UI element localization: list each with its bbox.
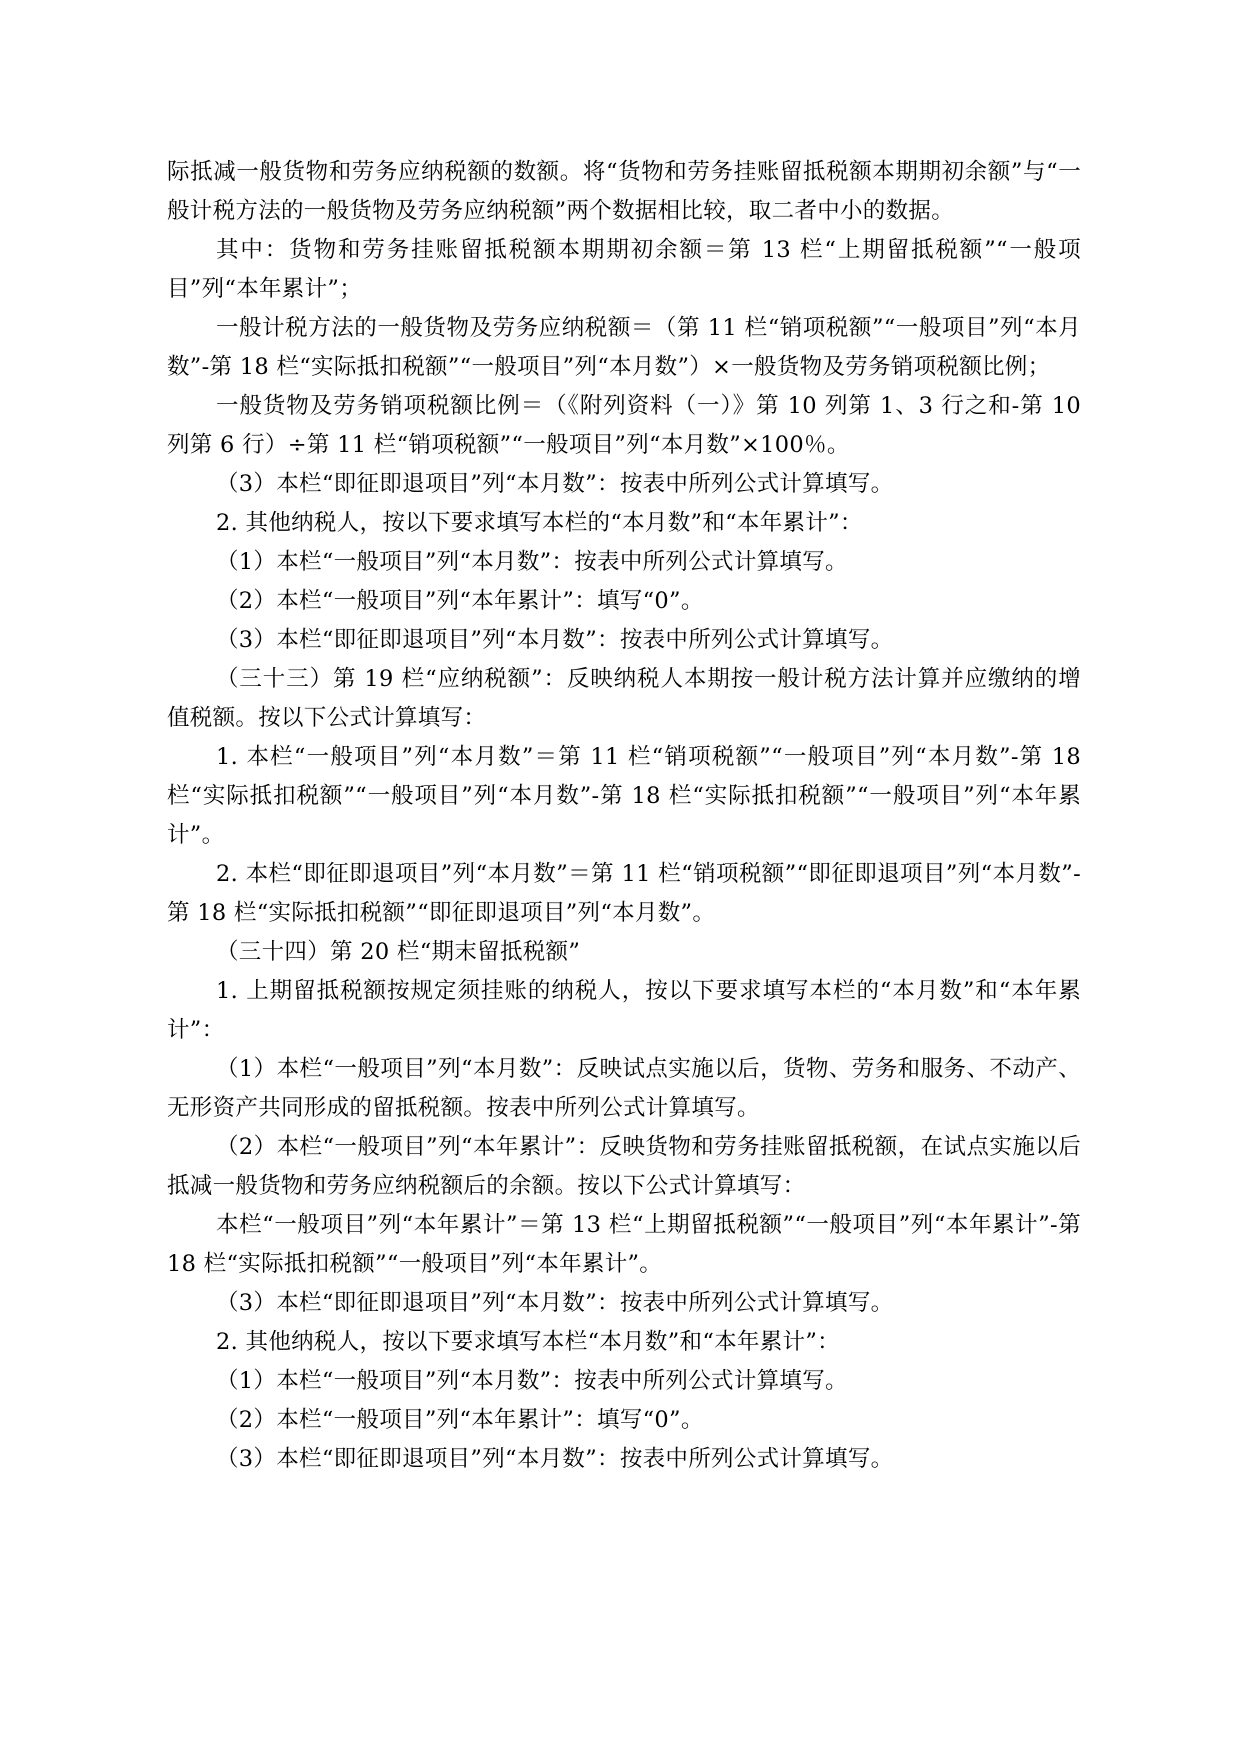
paragraph: （3）本栏“即征即退项目”列“本月数”：按表中所列公式计算填写。 [216, 1290, 894, 1316]
paragraph: 2. 本栏“即征即退项目”列“本月数”＝第 11 栏“销项税额”“即征即退项目”列“本月数”-第 18 栏“实际抵扣税额”“即征即退项目”列“本月数”。 [167, 861, 1081, 926]
paragraph: （三十三）第 19 栏“应纳税额”：反映纳税人本期按一般计税方法计算并应缴纳的增值税额。按以下公式计算填写： [167, 666, 1081, 731]
paragraph: （3）本栏“即征即退项目”列“本月数”：按表中所列公式计算填写。 [216, 627, 894, 653]
paragraph: 1. 本栏“一般项目”列“本月数”＝第 11 栏“销项税额”“一般项目”列“本月数”-第 18 栏“实际抵扣税额”“一般项目”列“本月数”-第 18 栏“实际抵扣税额”“一般项目”列“本年累计”。 [167, 744, 1081, 848]
paragraph: （2）本栏“一般项目”列“本年累计”：填写“0”。 [216, 1407, 704, 1433]
paragraph: 际抵减一般货物和劳务应纳税额的数额。将“货物和劳务挂账留抵税额本期期初余额”与“一般计税方法的一般货物及劳务应纳税额”两个数据相比较，取二者中小的数据。 [167, 159, 1081, 224]
paragraph: （2）本栏“一般项目”列“本年累计”：填写“0”。 [216, 588, 704, 614]
paragraph: 2. 其他纳税人，按以下要求填写本栏“本月数”和“本年累计”： [216, 1329, 840, 1355]
paragraph: 1. 上期留抵税额按规定须挂账的纳税人，按以下要求填写本栏的“本月数”和“本年累计”： [167, 978, 1081, 1043]
paragraph: （1）本栏“一般项目”列“本月数”：按表中所列公式计算填写。 [216, 549, 848, 575]
paragraph: （三十四）第 20 栏“期末留抵税额” [216, 939, 581, 965]
paragraph: （2）本栏“一般项目”列“本年累计”：反映货物和劳务挂账留抵税额，在试点实施以后抵减一般货物和劳务应纳税额后的余额。按以下公式计算填写： [167, 1134, 1081, 1199]
paragraph: 一般货物及劳务销项税额比例＝（《附列资料（一）》第 10 列第 1、3 行之和-第 10 列第 6 行）÷第 11 栏“销项税额”“一般项目”列“本月数”×100％。 [167, 393, 1081, 458]
paragraph: 其中：货物和劳务挂账留抵税额本期期初余额＝第 13 栏“上期留抵税额”“一般项目”列“本年累计”； [167, 237, 1081, 302]
document-body [167, 153, 1081, 1479]
paragraph: 一般计税方法的一般货物及劳务应纳税额＝（第 11 栏“销项税额”“一般项目”列“本月数”-第 18 栏“实际抵扣税额”“一般项目”列“本月数”）×一般货物及劳务销项税额比例； [167, 315, 1081, 380]
paragraph: （1）本栏“一般项目”列“本月数”：反映试点实施以后，货物、劳务和服务、不动产、无形资产共同形成的留抵税额。按表中所列公式计算填写。 [167, 1056, 1081, 1121]
paragraph: （1）本栏“一般项目”列“本月数”：按表中所列公式计算填写。 [216, 1368, 848, 1394]
paragraph: 2. 其他纳税人，按以下要求填写本栏的“本月数”和“本年累计”： [216, 510, 863, 536]
paragraph: 本栏“一般项目”列“本年累计”＝第 13 栏“上期留抵税额”“一般项目”列“本年累计”-第 18 栏“实际抵扣税额”“一般项目”列“本年累计”。 [167, 1212, 1081, 1277]
paragraph: （3）本栏“即征即退项目”列“本月数”：按表中所列公式计算填写。 [216, 1446, 894, 1472]
paragraph: （3）本栏“即征即退项目”列“本月数”：按表中所列公式计算填写。 [216, 471, 894, 497]
